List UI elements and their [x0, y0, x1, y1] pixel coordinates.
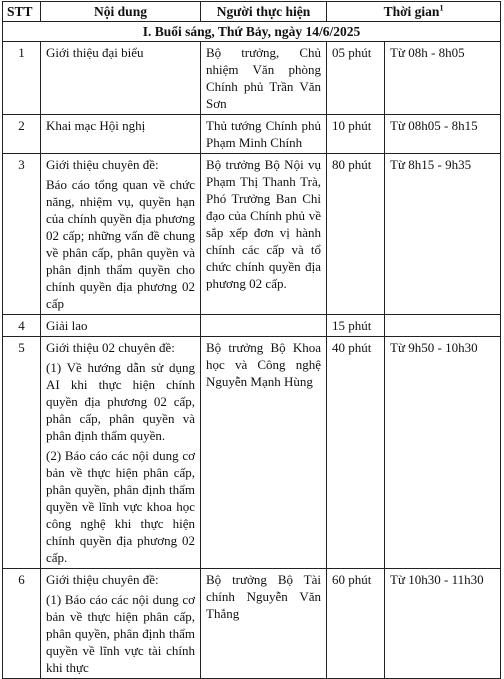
row-time: Từ 08h - 8h05 — [385, 42, 501, 115]
content-line: Khai mạc Hội nghị — [46, 118, 146, 133]
row-stt: 1 — [3, 42, 41, 115]
row-person: Bộ trưởng Bộ Khoa học và Công nghệ Nguyễn Mạnh Hùng — [201, 337, 327, 569]
header-stt: STT — [3, 2, 41, 22]
table-row — [3, 42, 501, 115]
row-content — [41, 115, 201, 154]
row-duration: 40 phút — [327, 337, 385, 569]
content-line: Giới thiệu 02 chuyên đề: — [46, 340, 175, 355]
row-duration: 10 phút — [327, 115, 385, 154]
row-time: Từ 10h30 - 11h30 — [385, 569, 501, 679]
row-stt: 3 — [3, 154, 41, 315]
row-content — [41, 315, 201, 337]
header-row — [3, 2, 501, 22]
row-duration: 15 phút — [327, 315, 385, 337]
row-time: Từ 8h15 - 9h35 — [385, 154, 501, 315]
content-line: Giới thiệu chuyên đề: — [46, 572, 159, 587]
header-time-label: Thời gian — [383, 4, 440, 19]
footnote-marker: 1 — [439, 3, 444, 13]
row-content — [41, 42, 201, 115]
row-person: Bộ trưởng, Chủ nhiệm Văn phòng Chính phủ Trần Văn Sơn — [201, 42, 327, 115]
content-line: (2) Báo cáo các nội dung cơ bản về thực hiện phân cấp, phân quyền, phân định thẩm quyền về lĩnh vực khoa học công nghệ khi thực hiện chính quyền địa phương 02 cấp. — [46, 448, 195, 565]
session-row — [3, 22, 501, 42]
row-stt: 2 — [3, 115, 41, 154]
row-time: Từ 08h05 - 8h15 — [385, 115, 501, 154]
row-time: Từ 9h50 - 10h30 — [385, 337, 501, 569]
row-person: Thủ tướng Chính phủ Phạm Minh Chính — [201, 115, 327, 154]
header-person: Người thực hiện — [201, 2, 327, 22]
row-person: Bộ trưởng Bộ Tài chính Nguyễn Văn Thắng — [201, 569, 327, 679]
header-time — [327, 2, 501, 22]
row-stt: 4 — [3, 315, 41, 337]
content-line: (1) Báo cáo các nội dung cơ bản về thực hiện phân cấp, phân quyền, phân định thẩm quyền về lĩnh vực tài chính khi thực — [46, 592, 195, 675]
row-time — [385, 315, 501, 337]
table-row — [3, 315, 501, 337]
row-person: Bộ trưởng Bộ Nội vụ Phạm Thị Thanh Trà, Phó Trưởng Ban Chỉ đạo của Chính phủ về sắp xếp đơn vị hành chính các cấp và tổ chức chính quyền địa phương 02 cấp. — [201, 154, 327, 315]
row-content — [41, 569, 201, 679]
row-content — [41, 337, 201, 569]
content-line: Giới thiệu chuyên đề: — [46, 157, 159, 172]
row-content — [41, 154, 201, 315]
content-line: Báo cáo tổng quan về chức năng, nhiệm vụ, quyền hạn của chính quyền địa phương 02 cấp; những vấn đề chung về phân cấp, phân quyền và phân định thẩm quyền cho chính quyền địa phương 02 cấp — [46, 177, 195, 311]
row-duration: 80 phút — [327, 154, 385, 315]
agenda-table — [2, 1, 501, 679]
row-stt: 5 — [3, 337, 41, 569]
header-content: Nội dung — [41, 2, 201, 22]
table-row — [3, 569, 501, 679]
content-line: (1) Về hướng dẫn sử dụng AI khi thực hiện chính quyền địa phương 02 cấp, phân cấp, phân quyền và phân định thẩm quyền. — [46, 360, 195, 443]
row-duration: 60 phút — [327, 569, 385, 679]
table-row — [3, 115, 501, 154]
row-stt: 6 — [3, 569, 41, 679]
session-title: I. Buổi sáng, Thứ Bảy, ngày 14/6/2025 — [3, 22, 501, 42]
content-line: Giới thiệu đại biểu — [46, 45, 144, 60]
row-duration: 05 phút — [327, 42, 385, 115]
content-line: Giải lao — [46, 318, 88, 333]
table-row — [3, 154, 501, 315]
row-person — [201, 315, 327, 337]
table-row — [3, 337, 501, 569]
